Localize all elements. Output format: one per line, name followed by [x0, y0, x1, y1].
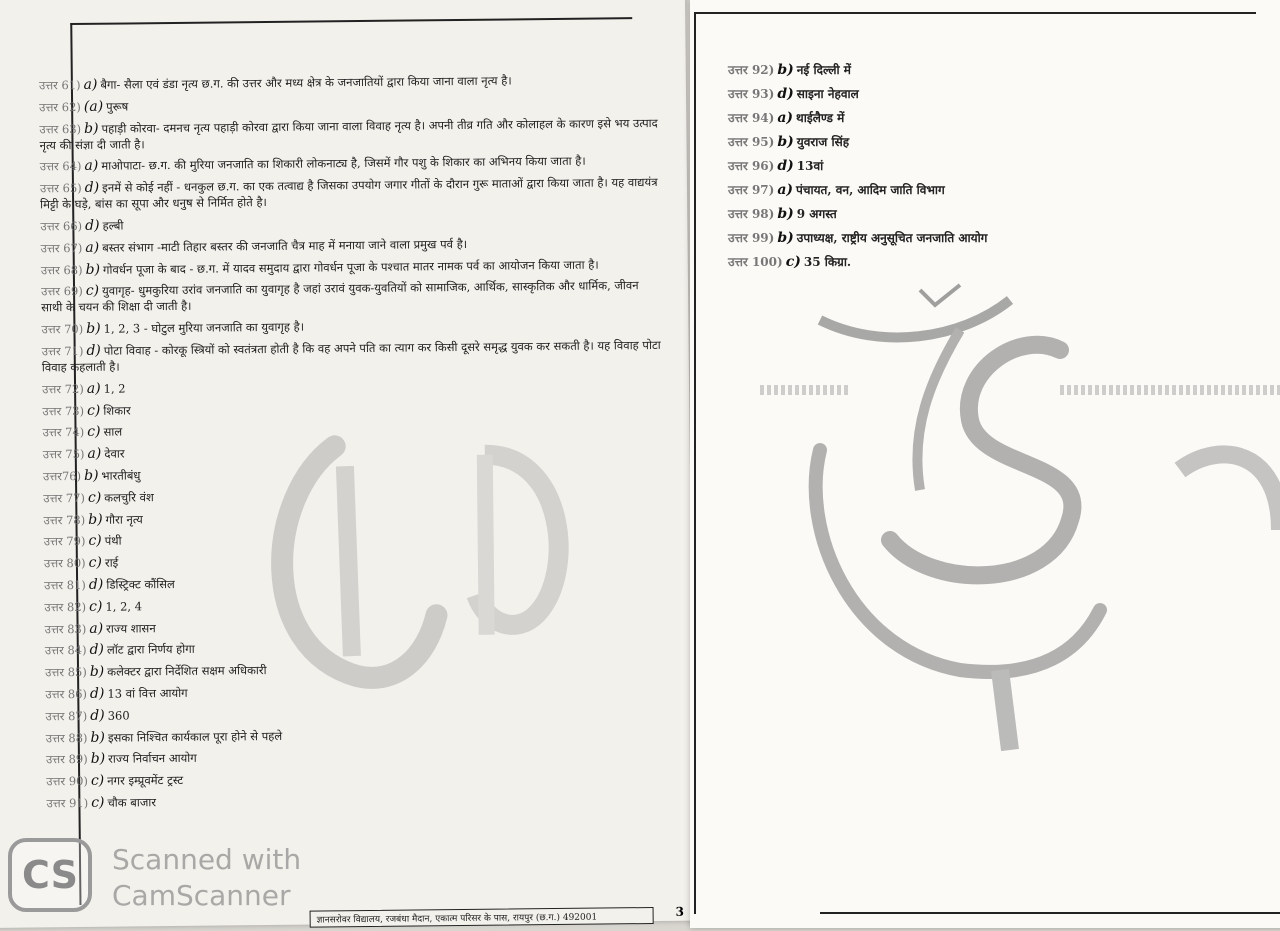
answer-option: b)	[83, 467, 99, 484]
answer-item	[46, 767, 666, 789]
answer-text: कलेक्टर द्वारा निर्देशित सक्षम अधिकारी	[107, 663, 267, 679]
answer-text: कलचुरि वंश	[104, 489, 154, 505]
answer-number: उत्तर 89)	[45, 752, 88, 767]
answer-number: उत्तर 69)	[40, 284, 83, 299]
answer-item	[45, 636, 665, 658]
answer-number: उत्तर 71)	[41, 343, 84, 359]
answer-number: उत्तर 62)	[39, 99, 81, 115]
answer-text: बस्तर संभाग -माटी तिहार बस्तर की जनजाति चैत्र माह में मनाया जाने वाला प्रमुख पर्व है।	[102, 236, 468, 255]
answer-text: उपाध्यक्ष, राष्ट्रीय अनुसूचित जनजाति आयोग	[796, 231, 988, 245]
answer-item	[728, 254, 1228, 270]
answer-text: साल	[103, 424, 123, 440]
answer-option: c)	[88, 554, 103, 572]
answer-number: उत्तर 96)	[728, 159, 775, 173]
answer-item	[46, 745, 666, 767]
answer-option: a)	[84, 158, 99, 175]
answer-option: b)	[85, 261, 101, 278]
answer-option: c)	[85, 283, 100, 300]
answer-item	[40, 152, 660, 174]
answer-text: माओपाटा- छ.ग. की मुरिया जनजाति का शिकारी लोकनाट्य है, जिसमें गौर पशु के शिकार का अभिनय किया जाता है।	[101, 154, 586, 174]
answer-option: a)	[777, 182, 794, 198]
answer-option: a)	[83, 76, 98, 93]
answer-text: 9 अगस्त	[796, 207, 837, 221]
answer-item	[41, 315, 661, 337]
answer-text: बैगा- सैला एवं डंडा नृत्य छ.ग. की उत्तर और मध्य क्षेत्र के जनजातियों द्वारा किया जाना वाला नृत्य है।	[100, 73, 512, 92]
answer-option: d)	[84, 179, 100, 197]
answer-option: d)	[88, 576, 104, 593]
answer-text: देवार	[104, 446, 125, 461]
answer-item	[46, 789, 666, 811]
answer-option: (a)	[83, 98, 104, 115]
answer-option: b)	[777, 206, 794, 222]
answer-option: a)	[777, 110, 794, 126]
answer-option: b)	[777, 62, 794, 78]
answer-item	[42, 418, 662, 440]
answer-number: उत्तर 72)	[42, 381, 84, 397]
answer-text: पंथी	[104, 533, 122, 549]
answer-option: b)	[84, 120, 99, 137]
answer-option: c)	[88, 533, 102, 550]
answer-option: b)	[90, 729, 105, 746]
answer-number: उत्तर 80)	[43, 556, 86, 571]
answer-item	[45, 680, 665, 702]
answer-item	[41, 234, 661, 256]
answer-item	[728, 110, 1228, 126]
answer-text: साइना नेहवाल	[796, 87, 859, 101]
answer-number: उत्तर 77)	[43, 490, 86, 506]
answer-item	[728, 62, 1228, 78]
answer-number: उत्तर 94)	[728, 111, 775, 125]
answer-item	[45, 658, 665, 680]
answer-text: पोटा विवाह - कोरकू स्त्रियों को स्वतंत्रता होती है कि वह अपने पति का त्याग कर किसी दूसरे समृद्ध युवक कर सकती है। यह विवाह पोटा विवाह कहलाती है।	[41, 337, 661, 375]
answer-option: b)	[90, 751, 106, 768]
answer-item	[39, 114, 659, 152]
answer-number: उत्तर76)	[42, 468, 82, 484]
scanner-line2: CamScanner	[112, 879, 291, 912]
answer-number: उत्तर 88)	[45, 730, 88, 745]
answer-number: उत्तर 78)	[43, 512, 86, 527]
answer-number: उत्तर 67)	[40, 240, 83, 256]
answer-item	[44, 593, 664, 615]
answer-item	[45, 702, 665, 724]
answer-item	[728, 206, 1228, 222]
answer-option: a)	[87, 445, 102, 463]
answer-number: उत्तर 92)	[728, 63, 775, 77]
answer-number: उत्तर 85)	[44, 665, 87, 680]
answer-text: 360	[107, 708, 130, 723]
answer-item	[42, 396, 662, 418]
answer-option: b)	[86, 320, 101, 338]
answer-option: c)	[785, 254, 801, 270]
answer-option: c)	[87, 424, 101, 441]
right-page	[690, 0, 1280, 928]
answer-text: हल्बी	[102, 218, 124, 233]
answer-option: c)	[90, 772, 105, 789]
answer-option: c)	[91, 794, 105, 811]
answer-option: b)	[89, 663, 105, 681]
answer-item	[728, 182, 1228, 198]
answer-text: 35 किग्रा.	[803, 255, 852, 269]
answer-number: उत्तर 64)	[39, 159, 82, 174]
answer-text: राज्य निर्वाचन आयोग	[108, 751, 197, 767]
answer-text: डिस्ट्रिक्ट कौंसिल	[106, 576, 175, 592]
answer-text: शिकार	[103, 403, 131, 418]
answer-item	[42, 375, 662, 397]
answer-item	[44, 571, 664, 593]
answer-number: उत्तर 70)	[41, 322, 84, 337]
answer-number: उत्तर 66)	[40, 218, 83, 234]
answer-item	[43, 440, 663, 462]
answer-option: d)	[90, 707, 105, 724]
answer-text: पुरूष	[106, 99, 129, 114]
answer-number: उत्तर 82)	[44, 599, 87, 615]
footer-address: ज्ञानसरोवर विद्यालय, रजबंधा मैदान, एकात्म परिसर के पास, रायपुर (छ.ग.) 492001	[310, 907, 654, 928]
answer-option: d)	[85, 217, 100, 234]
answer-number: उत्तर 100)	[728, 255, 783, 269]
answer-option: c)	[86, 402, 101, 419]
answer-item	[41, 277, 661, 315]
answer-option: d)	[86, 342, 101, 359]
answer-option: c)	[87, 489, 102, 506]
answer-option: a)	[89, 620, 104, 637]
answer-text: 13 वां वित्त आयोग	[107, 685, 188, 701]
answer-text: 1, 2	[103, 381, 126, 396]
answer-number: उत्तर 97)	[728, 183, 775, 197]
answer-text: राज्य शासन	[106, 620, 156, 636]
answer-text: 1, 2, 4	[105, 599, 143, 614]
answer-item	[41, 255, 661, 277]
scanner-line1: Scanned with	[112, 843, 302, 876]
answer-number: उत्तर 93)	[728, 87, 775, 101]
answer-option: a)	[85, 239, 100, 256]
answer-item	[40, 174, 660, 212]
answer-option: b)	[777, 230, 794, 246]
answer-text: पहाड़ी कोरवा- दमनच नृत्य पहाड़ी कोरवा द्वारा किया जाना वाला विवाह नृत्य है। अपनी तीव्र गति और कोलाहल के कारण इसे भय उत्पाद नृत्य की संज्ञा दी जाती है।	[39, 115, 658, 152]
bottom-rule	[820, 912, 1280, 914]
answer-number: उत्तर 81)	[44, 577, 86, 593]
answer-option: c)	[89, 598, 103, 615]
answer-item	[43, 505, 663, 527]
answer-number: उत्तर 86)	[45, 686, 88, 702]
answer-item	[44, 527, 664, 549]
answer-item	[45, 614, 665, 636]
answer-number: उत्तर 84)	[44, 643, 87, 658]
answer-number: उत्तर 75)	[42, 447, 85, 462]
answer-text: 13वां	[796, 159, 824, 173]
answer-text: चौक बाजार	[107, 795, 157, 810]
answer-option: a)	[86, 380, 101, 397]
camscanner-watermark	[112, 842, 301, 914]
answer-text: भारतीबंधु	[101, 468, 141, 483]
answer-text: लॉट द्वारा निर्णय होगा	[106, 642, 195, 658]
answer-option: d)	[777, 86, 794, 102]
answer-option: b)	[777, 134, 794, 150]
answer-number: उत्तर 91)	[46, 795, 89, 811]
answer-item	[728, 134, 1228, 150]
answer-text: युवराज सिंह	[796, 135, 850, 149]
answer-text: गौरा नृत्य	[105, 511, 143, 527]
answer-option: b)	[88, 511, 103, 528]
answer-number: उत्तर 99)	[728, 231, 775, 245]
answer-item	[40, 212, 660, 234]
answer-number: उत्तर 95)	[728, 135, 775, 149]
answer-option: d)	[89, 642, 105, 659]
camscanner-logo: CS	[8, 838, 92, 912]
answer-item	[728, 158, 1228, 174]
answer-option: d)	[89, 685, 105, 702]
answer-number: उत्तर 83)	[44, 621, 87, 636]
answer-item	[728, 86, 1228, 102]
answer-text: 1, 2, 3 - घोटुल मुरिया जनजाति का युवागृह है।	[103, 319, 305, 336]
answer-item	[42, 337, 662, 375]
answer-text: नई दिल्ली में	[796, 63, 851, 77]
answer-number: उत्तर 65)	[39, 181, 82, 196]
answer-number: उत्तर 63)	[39, 121, 82, 136]
answer-number: उत्तर 73)	[42, 403, 85, 418]
answer-item	[39, 93, 659, 115]
answer-option: d)	[777, 158, 794, 174]
answer-number: उत्तर 74)	[42, 425, 85, 440]
answer-number: उत्तर 98)	[728, 207, 775, 221]
page-number: 3	[675, 904, 685, 919]
answer-number: उत्तर 61)	[38, 77, 81, 93]
answer-text: राई	[104, 555, 119, 570]
answer-text: गोवर्धन पूजा के बाद - छ.ग. में यादव समुदाय द्वारा गोवर्धन पूजा के पश्चात मातर नामक पर्व का आयोजन किया जाता है।	[102, 257, 599, 277]
answer-number: उत्तर 68)	[40, 262, 83, 277]
answer-item	[46, 723, 666, 745]
answer-item	[728, 230, 1228, 246]
answer-text: नगर इम्प्रूवमेंट ट्रस्ट	[107, 773, 184, 788]
answer-number: उत्तर 79)	[43, 534, 86, 549]
answer-number: उत्तर 87)	[45, 708, 88, 724]
answer-number: उत्तर 90)	[46, 774, 88, 789]
answer-text: थाईलैण्ड में	[796, 111, 845, 125]
answer-item	[44, 549, 664, 571]
answer-text: इसका निश्चित कार्यकाल पूरा होने से पहले	[107, 728, 283, 745]
answer-list-right	[728, 62, 1228, 278]
answer-item	[43, 484, 663, 506]
answer-text: इनमें से कोई नहीं - धनकुल छ.ग. का एक तत्वाद्य है जिसका उपयोग जगार गीतों के दौरान गुरू माताओं द्वारा किया जाता है। यह वाद्ययंत्र मिट्टी के घड़े, बांस का सूपा और धनुष से निर्मित होते है।	[40, 175, 658, 212]
answer-text: युवागृह- धुमकुरिया उरांव जनजाति का युवागृह है जहां उरावं युवक-युवतियों को सामाजिक, आर्थिक, सास्कृतिक और धार्मिक, जीवन साथी के चयन की शिक्षा दी जाती है।	[41, 278, 639, 315]
answer-item	[43, 462, 663, 484]
answer-text: पंचायत, वन, आदिम जाति विभाग	[796, 183, 945, 197]
answer-list-left	[39, 71, 667, 817]
